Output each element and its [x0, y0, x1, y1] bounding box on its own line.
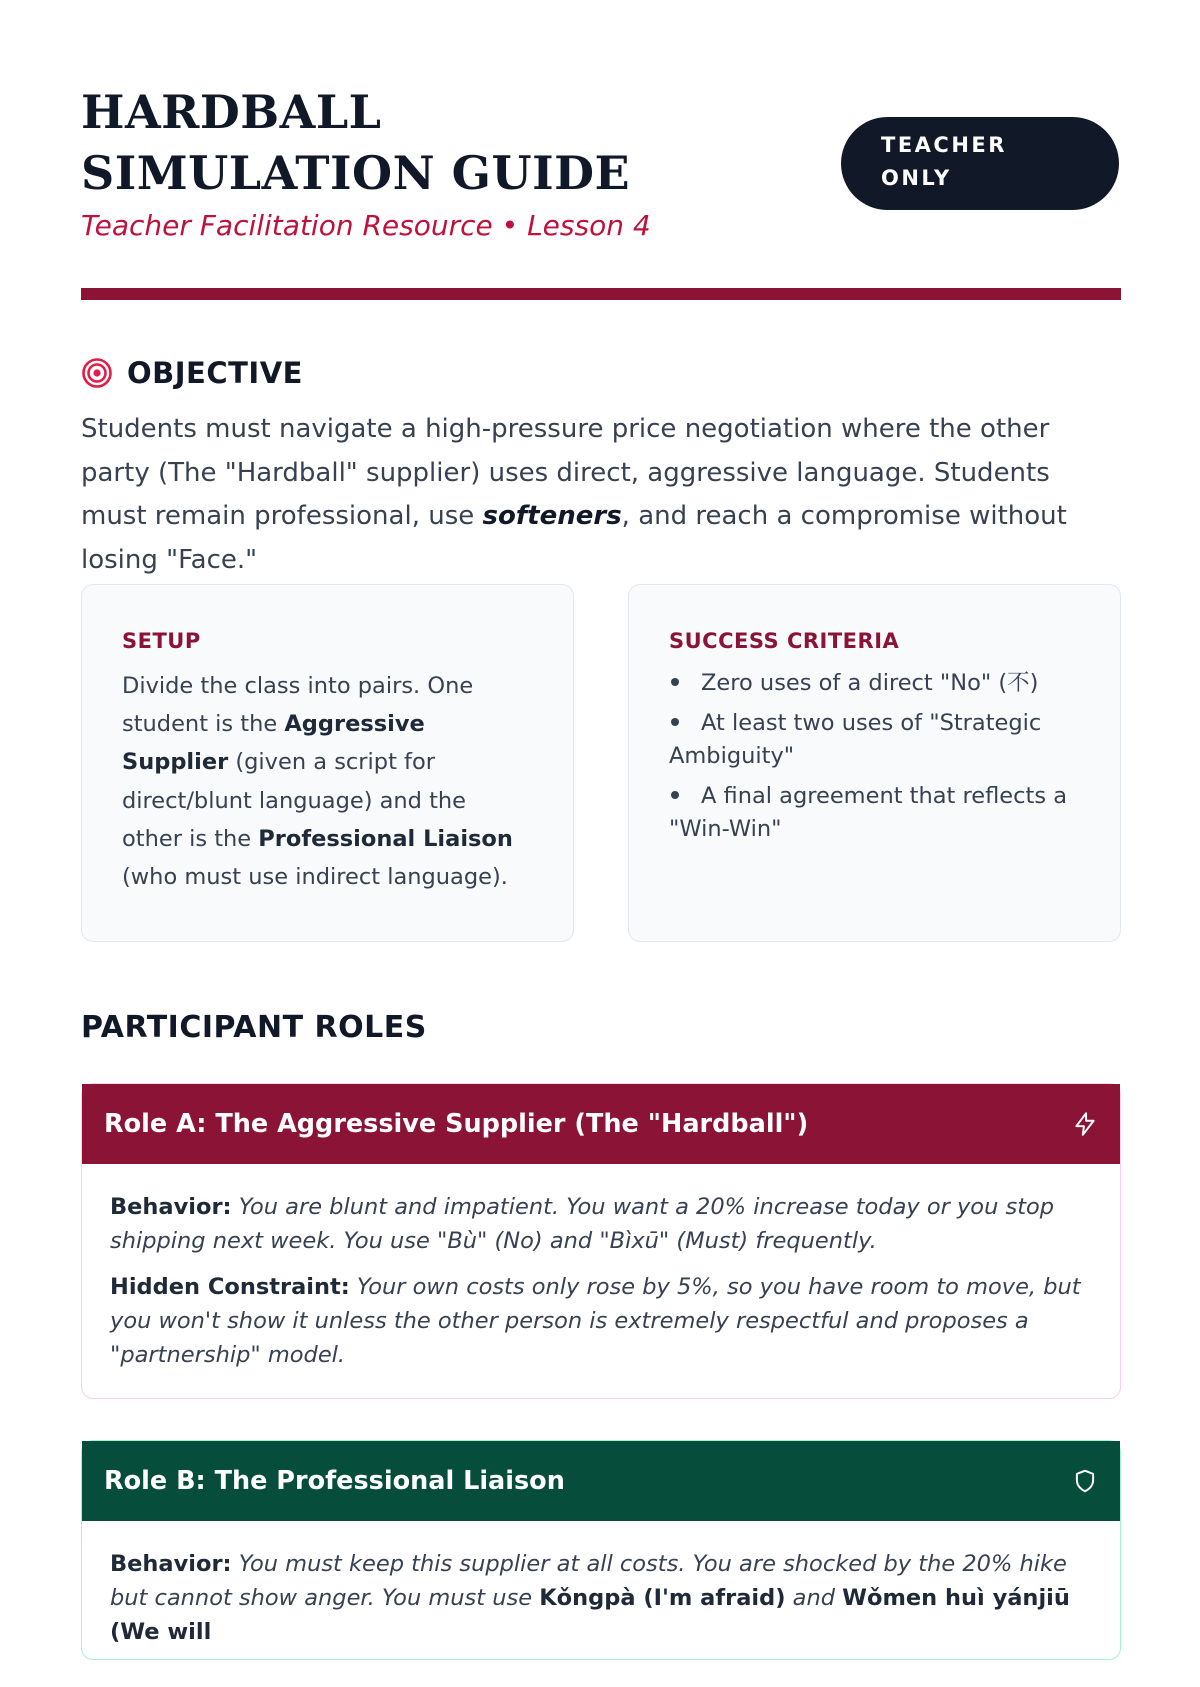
shield-icon	[1072, 1468, 1098, 1494]
aggressive-supplier-label: Aggressive Supplier	[122, 711, 425, 776]
constraint-text: Your own costs only rose by 5%, so you have room to move, but you won't show it unless the other person is extremely respectful and proposes a "partnership" model.	[110, 1274, 1081, 1368]
info-cards	[81, 584, 1121, 942]
kongpa-phrase: Kǒngpà (I'm afraid)	[539, 1585, 786, 1611]
role-a-body	[82, 1164, 1120, 1410]
women-hui-yanjiu-phrase: Wǒmen huì yánjiū (We will	[110, 1585, 1070, 1645]
role-b-body	[82, 1521, 1120, 1687]
role-b-header	[82, 1441, 1120, 1521]
behavior-label: Behavior:	[110, 1551, 232, 1577]
setup-heading: SETUP	[122, 629, 201, 653]
role-b-card	[81, 1440, 1121, 1660]
setup-text-part: (given a script for direct/blunt language) and the other is the	[122, 749, 467, 852]
role-b-behavior	[110, 1547, 1092, 1649]
objective-text	[81, 408, 1121, 582]
role-a-title: Role A: The Aggressive Supplier (The "Hardball")	[104, 1109, 809, 1139]
behavior-text: and	[785, 1585, 843, 1611]
behavior-text: You are blunt and impatient. You want a 20% increase today or you stop shipping next week. You use "Bù" (No) and "Bìxū" (Must) frequently.	[110, 1194, 1055, 1254]
behavior-label: Behavior:	[110, 1194, 232, 1220]
teacher-only-badge: TEACHER ONLY	[841, 117, 1119, 210]
objective-text-part: Students must navigate a high-pressure price negotiation where the other party (The "Hardball" supplier) uses direct, aggressive language. Students must remain professional, use	[81, 414, 1050, 531]
constraint-label: Hidden Constraint:	[110, 1274, 350, 1300]
setup-text-part: (who must use indirect language).	[122, 864, 508, 891]
bullet-icon	[671, 678, 679, 686]
setup-card	[81, 584, 574, 942]
bullet-icon	[671, 718, 679, 726]
target-icon	[81, 357, 113, 389]
role-a-constraint	[110, 1270, 1092, 1372]
setup-text	[122, 667, 533, 896]
success-criteria-card	[628, 584, 1121, 942]
list-item	[669, 667, 1080, 700]
title-block	[81, 82, 721, 244]
objective-heading: OBJECTIVE	[127, 356, 303, 390]
header-divider	[81, 288, 1121, 300]
role-a-card	[81, 1083, 1121, 1399]
page-title: HARDBALL SIMULATION GUIDE	[81, 85, 631, 200]
bullet-icon	[671, 791, 679, 799]
list-item-text: Zero uses of a direct "No" (不)	[701, 670, 1039, 696]
success-criteria-list	[669, 667, 1080, 846]
list-item-text: At least two uses of "Strategic Ambiguity"	[669, 710, 1042, 769]
role-a-header	[82, 1084, 1120, 1164]
objective-section	[81, 356, 1121, 582]
page-subtitle: Teacher Facilitation Resource • Lesson 4	[81, 209, 651, 242]
professional-liaison-label: Professional Liaison	[258, 825, 513, 852]
setup-text-part: Divide the class into pairs. One student is the	[122, 673, 474, 738]
success-criteria-heading: SUCCESS CRITERIA	[669, 629, 900, 653]
list-item-text: A final agreement that reflects a "Win-Win"	[669, 783, 1067, 842]
objective-text-part: , and reach a compromise without losing "Face."	[81, 501, 1067, 575]
page-header	[81, 0, 1119, 244]
participant-roles-heading: PARTICIPANT ROLES	[81, 1010, 427, 1045]
softeners-emphasis: softeners	[482, 501, 622, 531]
list-item	[669, 780, 1080, 846]
role-b-title: Role B: The Professional Liaison	[104, 1466, 565, 1496]
lightning-icon	[1072, 1111, 1098, 1137]
behavior-text: You must keep this supplier at all costs. You are shocked by the 20% hike but cannot show anger. You must use	[110, 1551, 1067, 1611]
objective-heading-row	[81, 356, 1121, 390]
role-a-behavior	[110, 1190, 1092, 1258]
list-item	[669, 707, 1080, 773]
